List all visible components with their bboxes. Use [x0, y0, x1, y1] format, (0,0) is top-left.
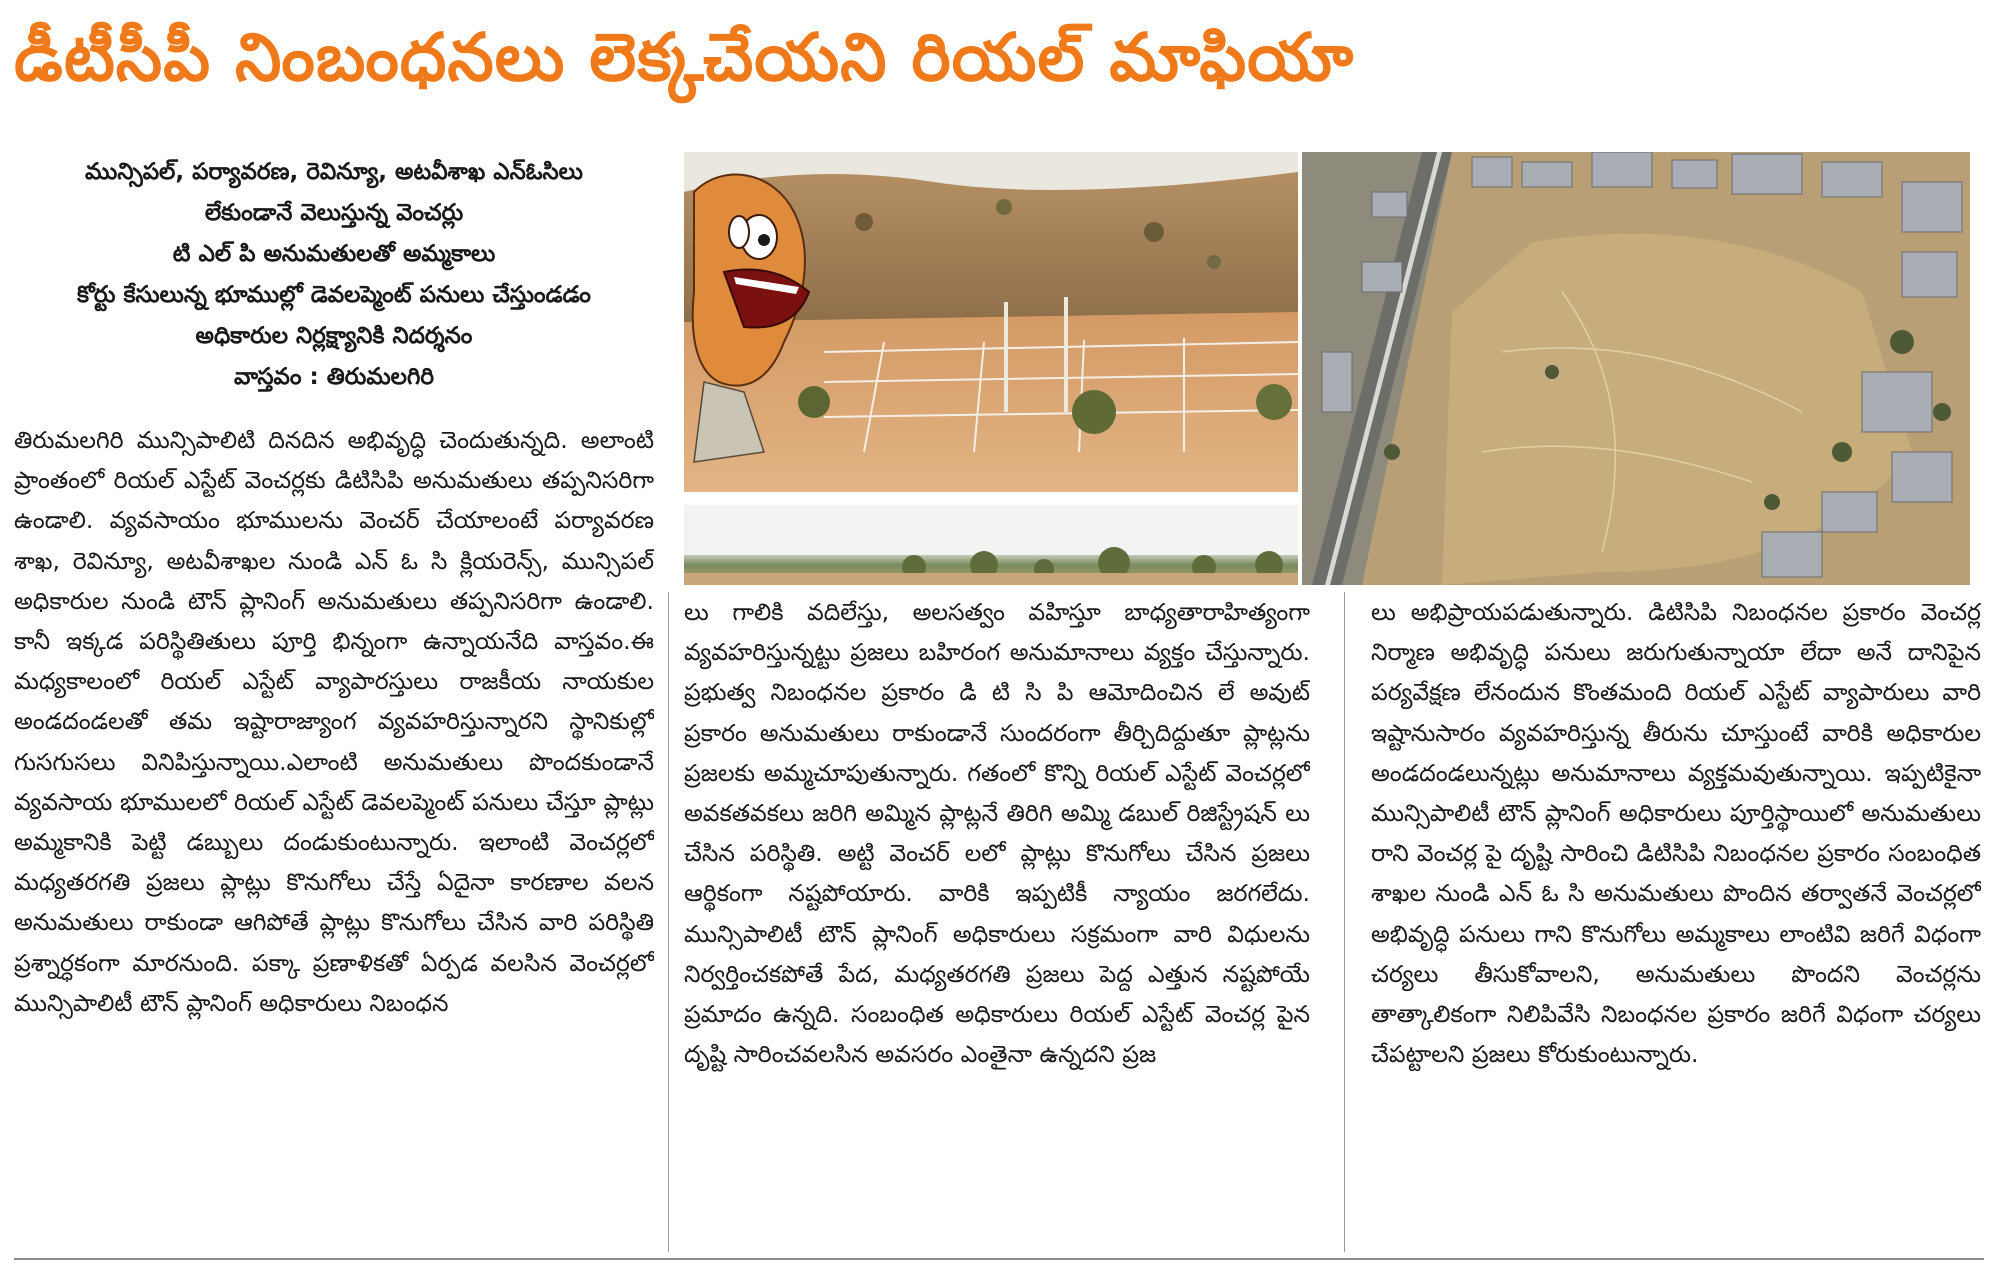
- venture-field-photo: [684, 152, 1298, 492]
- article-column-3: [1371, 592, 1981, 1252]
- column-divider: [1344, 592, 1345, 1252]
- column-divider: [668, 592, 669, 1252]
- deck-dateline: వాస్తవం : తిరుమలగిరి: [233, 364, 435, 390]
- deck-line: అధికారుల నిర్లక్ష్యానికి నిదర్శనం: [195, 323, 473, 349]
- column-text: లు అభిప్రాయపడుతున్నారు. డిటిసిపి నిబంధనల ప్రకారం వెంచర్ల నిర్మాణ అభివృద్ధి పనులు జరుగుతున్నాయా లేదా అనే దానిపైన పర్యవేక్షణ లేనందున కొంతమంది రియల్ ఎస్టేట్ వ్యాపారులు వారి ఇష్టానుసారం వ్యవహరిస్తున్న తీరును చూస్తుంటే వారికి అధికారుల అండదండలున్నట్లు అనుమానాలు వ్యక్తమవుతున్నాయి. ఇప్పటికైనా మున్సిపాలిటీ టౌన్ ప్లానింగ్ అధికారులు పూర్తిస్థాయిలో అనుమతులు రాని వెంచర్ల పై దృష్టి సారించి డిటిసిపి నిబంధనల ప్రకారం సంబంధిత శాఖల నుండి ఎన్ ఓ సి అనుమతులు పొందిన తర్వాతనే వెంచర్లలో అభివృద్ధి పనులు గాని కొనుగోలు అమ్మకాలు లాంటివి జరిగే విధంగా చర్యలు తీసుకోవాలని, అనుమతులు పొందని వెంచర్లను తాత్కాలికంగా నిలిపివేసి నిబంధనల ప్రకారం జరిగే విధంగా చర్యలు చేపట్టాలని ప్రజలు కోరుకుంటున్నారు.: [1371, 598, 1981, 1069]
- article-column-2: [684, 592, 1310, 1252]
- deck-line: కోర్టు కేసులున్న భూముల్లో డెవలప్మెంట్ పనులు చేస్తుండడం: [77, 282, 591, 308]
- headline: డీటీసీపీ నింబంధనలు లెక్కచేయని రియల్ మాఫియా: [14, 19, 1355, 96]
- aerial-venture-photo: [1302, 152, 1970, 585]
- column-text: తిరుమలగిరి మున్సిపాలిటి దినదిన అభివృద్ధి చెందుతున్నది. అలాంటి ప్రాంతంలో రియల్ ఎస్టేట్ వెంచర్లకు డిటిసిపి అనుమతులు తప్పనిసరిగా ఉండాలి. వ్యవసాయం భూములను వెంచర్ చేయాలంటే పర్యావరణ శాఖ, రెవిన్యూ, అటవీశాఖల నుండి ఎన్ ఓ సి క్లియరెన్స్, మున్సిపల్ అధికారుల నుండి టౌన్ ప్లానింగ్ అనుమతులు తప్పనిసరిగా ఉండాలి. కానీ ఇక్కడ పరిస్థితితులు పూర్తి భిన్నంగా ఉన్నాయనేది వాస్తవం.ఈ మధ్యకాలంలో రియల్ ఎస్టేట్ వ్యాపారస్తులు రాజకీయ నాయకుల అండదండలతో తమ ఇష్టారాజ్యాంగ వ్యవహరిస్తున్నారని స్థానికుల్లో గుసగుసలు వినిపిస్తున్నాయి.ఎలాంటి అనుమతులు పొందకుండానే వ్యవసాయ భూములలో రియల్ ఎస్టేట్ డెవలప్మెంట్ పనులు చేస్తూ ప్లాట్లు అమ్మకానికి పెట్టి డబ్బులు దండుకుంటున్నారు. ఇలాంటి వెంచర్లలో మధ్యతరగతి ప్రజలు ప్లాట్లు కొనుగోలు చేస్తే ఏదైనా కారణాల వలన అనుమతులు రాకుండా ఆగిపోతే ప్లాట్లు కొనుగోలు చేసిన వారి పరిస్థితి ప్రశ్నార్ధకంగా మారనుంది. పక్కా ప్రణాళికతో ఏర్పడ వలసిన వెంచర్లలో మున్సిపాలిటీ టౌన్ ప్లానింగ్ అధికారులు నిబంధన: [14, 426, 654, 1017]
- deck-line: మున్సిపల్, పర్యావరణ, రెవిన్యూ, అటవీశాఖ ఎన్‌ఓసిలు: [85, 159, 583, 185]
- venture-field-photo-strip: [684, 505, 1298, 585]
- deck-line: లేకుండానే వెలుస్తున్న వెంచర్లు: [204, 200, 464, 226]
- deck: [14, 152, 654, 398]
- footer-rule: [14, 1258, 1984, 1260]
- article-column-1: [14, 420, 654, 1250]
- deck-line: టి ఎల్ పి అనుమతులతో అమ్మకాలు: [172, 241, 496, 267]
- column-text: లు గాలికి వదిలేస్తు, అలసత్వం వహిస్తూ బాధ్యతారాహిత్యంగా వ్యవహరిస్తున్నట్టు ప్రజలు బహిరంగ అనుమానాలు వ్యక్తం చేస్తున్నారు. ప్రభుత్వ నిబంధనల ప్రకారం డి టి సి పి ఆమోదించిన లే అవుట్ ప్రకారం అనుమతులు రాకుండానే సుందరంగా తీర్చిదిద్దుతూ ప్లాట్లను ప్రజలకు అమ్మచూపుతున్నారు. గతంలో కొన్ని రియల్ ఎస్టేట్ వెంచర్లలో అవకతవకలు జరిగి అమ్మిన ప్లాట్లనే తిరిగి అమ్మి డబుల్ రిజిస్ట్రేషన్ లు చేసిన పరిస్థితి. అట్టి వెంచర్ లలో ప్లాట్లు కొనుగోలు చేసిన ప్రజలు ఆర్థికంగా నష్టపోయారు. వారికి ఇప్పటికీ న్యాయం జరగలేదు. మున్సిపాలిటీ టౌన్ ప్లానింగ్ అధికారులు సక్రమంగా వారి విధులను నిర్వర్తించకపోతే పేద, మధ్యతరగతి ప్రజలు పెద్ద ఎత్తున నష్టపోయే ప్రమాదం ఉన్నది. సంబంధిత అధికారులు రియల్ ఎస్టేట్ వెంచర్ల పైన దృష్టి సారించవలసిన అవసరం ఎంతైనా ఉన్నదని ప్రజ: [684, 598, 1310, 1069]
